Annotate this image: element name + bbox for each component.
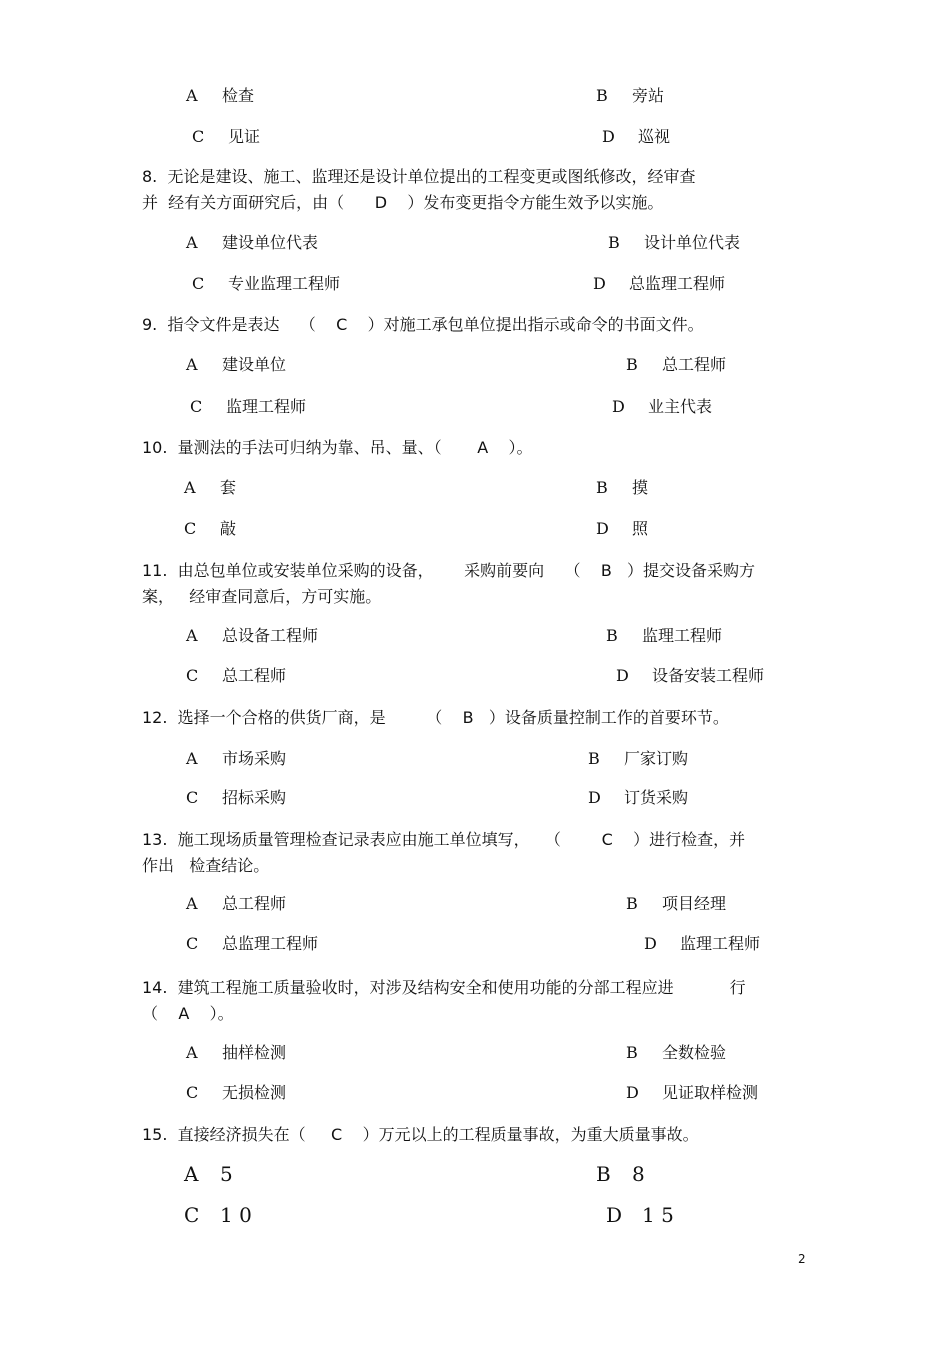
q10-option-c: C 敲 bbox=[184, 519, 237, 538]
q15-option-b: B 8 bbox=[596, 1162, 645, 1186]
page-number: 2 bbox=[798, 1252, 806, 1266]
q12-option-d: D 订货采购 bbox=[588, 788, 689, 807]
q14-option-d: D 见证取样检测 bbox=[626, 1083, 759, 1102]
q9-option-d: D 业主代表 bbox=[612, 397, 713, 416]
q12-option-c: C 招标采购 bbox=[186, 788, 287, 807]
q13-option-d: D 监理工程师 bbox=[644, 934, 761, 953]
q7-option-a: A 检查 bbox=[186, 86, 255, 105]
question-8: 8. 无论是建设、施工、监理还是设计单位提出的工程变更或图纸修改，经审查 并 经有关方面研究后，由（ D ）发布变更指令方能生效予以实施。 bbox=[142, 167, 696, 212]
q10-option-a: A 套 bbox=[184, 478, 237, 497]
q14-option-a: A 抽样检测 bbox=[186, 1043, 287, 1062]
q14-option-b: B 全数检验 bbox=[626, 1043, 727, 1062]
q7-option-c: C 见证 bbox=[192, 127, 261, 146]
q13-option-a: A 总工程师 bbox=[186, 894, 287, 913]
q8-option-c: C 专业监理工程师 bbox=[192, 274, 341, 293]
question-15: 15. 直接经济损失在（ C ）万元以上的工程质量事故，为重大质量事故。 bbox=[142, 1125, 699, 1144]
q14-option-c: C 无损检测 bbox=[186, 1083, 287, 1102]
q15-option-c: C 1 0 bbox=[184, 1203, 252, 1227]
q11-option-c: C 总工程师 bbox=[186, 666, 287, 685]
question-10: 10. 量测法的手法可归纳为靠、吊、量、（ A ）。 bbox=[142, 438, 533, 457]
q12-option-b: B 厂家订购 bbox=[588, 749, 689, 768]
q11-option-b: B 监理工程师 bbox=[606, 626, 723, 645]
q9-option-c: C 监理工程师 bbox=[190, 397, 307, 416]
q8-option-a: A 建设单位代表 bbox=[186, 233, 319, 252]
question-14: 14. 建筑工程施工质量验收时，对涉及结构安全和使用功能的分部工程应进 行 （ A ）。 bbox=[142, 978, 746, 1023]
question-11: 11. 由总包单位或安装单位采购的设备， 采购前要向 （ B ）提交设备采购方 案， 经审查同意后，方可实施。 bbox=[142, 561, 756, 606]
question-12: 12. 选择一个合格的供货厂商，是 （ B ）设备质量控制工作的首要环节。 bbox=[142, 708, 729, 727]
q8-option-d: D 总监理工程师 bbox=[593, 274, 726, 293]
q9-option-a: A 建设单位 bbox=[186, 355, 287, 374]
q12-option-a: A 市场采购 bbox=[186, 749, 287, 768]
q11-option-a: A 总设备工程师 bbox=[186, 626, 319, 645]
q9-option-b: B 总工程师 bbox=[626, 355, 727, 374]
q7-option-b: B 旁站 bbox=[596, 86, 665, 105]
q11-option-d: D 设备安装工程师 bbox=[616, 666, 765, 685]
q7-option-d: D 巡视 bbox=[602, 127, 671, 146]
q15-option-d: D 1 5 bbox=[606, 1203, 674, 1227]
question-9: 9. 指令文件是表达 （ C ）对施工承包单位提出指示或命令的书面文件。 bbox=[142, 315, 704, 334]
q10-option-b: B 摸 bbox=[596, 478, 649, 497]
q13-option-c: C 总监理工程师 bbox=[186, 934, 319, 953]
q8-option-b: B 设计单位代表 bbox=[608, 233, 741, 252]
question-13: 13. 施工现场质量管理检查记录表应由施工单位填写， （ C ）进行检查，并 作出 检查结论。 bbox=[142, 830, 746, 875]
q15-option-a: A 5 bbox=[184, 1162, 233, 1186]
q10-option-d: D 照 bbox=[596, 519, 649, 538]
q13-option-b: B 项目经理 bbox=[626, 894, 727, 913]
